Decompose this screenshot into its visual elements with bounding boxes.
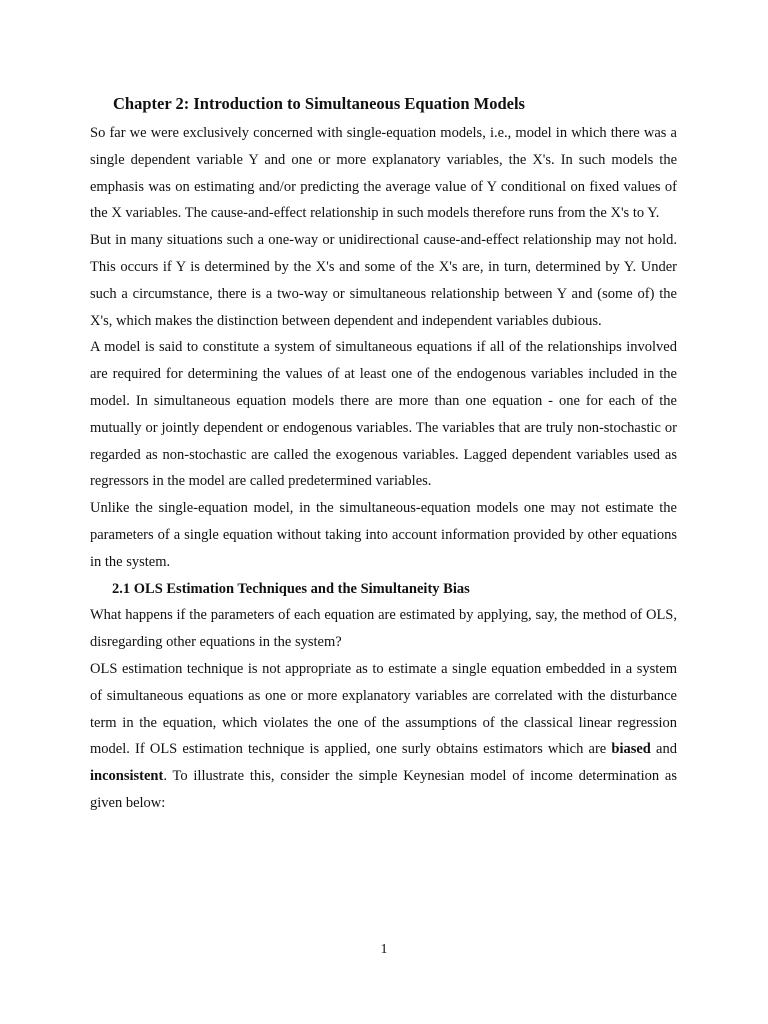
paragraph-two-way-relationship: But in many situations such a one-way or unidirectional cause-and-effect relationship may not hold. This occurs if Y is determined by the X's and some of the X's are, in turn, determined by Y. Under such a circumstance, there is a two-way or simultaneous relationship between Y and (some of) the X's, which makes the distinction between dependent and independent variables dubious. (90, 232, 677, 329)
paragraph-single-vs-simultaneous: Unlike the single-equation model, in the simultaneous-equation models one may not estimate the parameters of a single equation without taking into account information provided by other equations in the system. (90, 500, 677, 570)
text-segment: . To illustrate this, consider the simple Keynesian model of income determination as given below: (90, 768, 677, 811)
document-page (90, 92, 677, 817)
bold-term-inconsistent: inconsistent (90, 768, 164, 785)
page-number: 1 (380, 942, 388, 957)
chapter-title: Chapter 2: Introduction to Simultaneous Equation Models (113, 94, 525, 113)
section-title: 2.1 OLS Estimation Techniques and the Simultaneity Bias (112, 580, 470, 597)
text-segment: and (650, 741, 677, 758)
paragraph-ols-question: What happens if the parameters of each equation are estimated by applying, say, the method of OLS, disregarding other equations in the system? (90, 607, 677, 651)
paragraph-simultaneous-system: A model is said to constitute a system of simultaneous equations if all of the relationships involved are required for determining the values of at least one of the endogenous variables included in the model. In simultaneous equation models there are more than one equation - one for each of the mutually or jointly dependent or endogenous variables. The variables that are truly non-stochastic or regarded as non-stochastic are called the exogenous variables. Lagged dependent variables used as regressors in the model are called predetermined variables. (90, 339, 677, 490)
paragraph-single-equation: So far we were exclusively concerned with single-equation models, i.e., model in which there was a single dependent variable Y and one or more explanatory variables, the X's. In such models the emphasis was on estimating and/or predicting the average value of Y conditional on fixed values of the X variables. The cause-and-effect relationship in such models therefore runs from the X's to Y. (90, 125, 677, 222)
text-segment: OLS estimation technique is not appropriate as to estimate a single equation embedded in a system of simultaneous equations as one or more explanatory variables are correlated with the disturbance term in the equation, which violates the one of the assumptions of the classical linear regression model. If OLS estimation technique is applied, one surly obtains estimators which are (90, 660, 677, 758)
paragraph-ols-inappropriate (90, 656, 677, 817)
bold-term-biased: biased (611, 741, 651, 758)
